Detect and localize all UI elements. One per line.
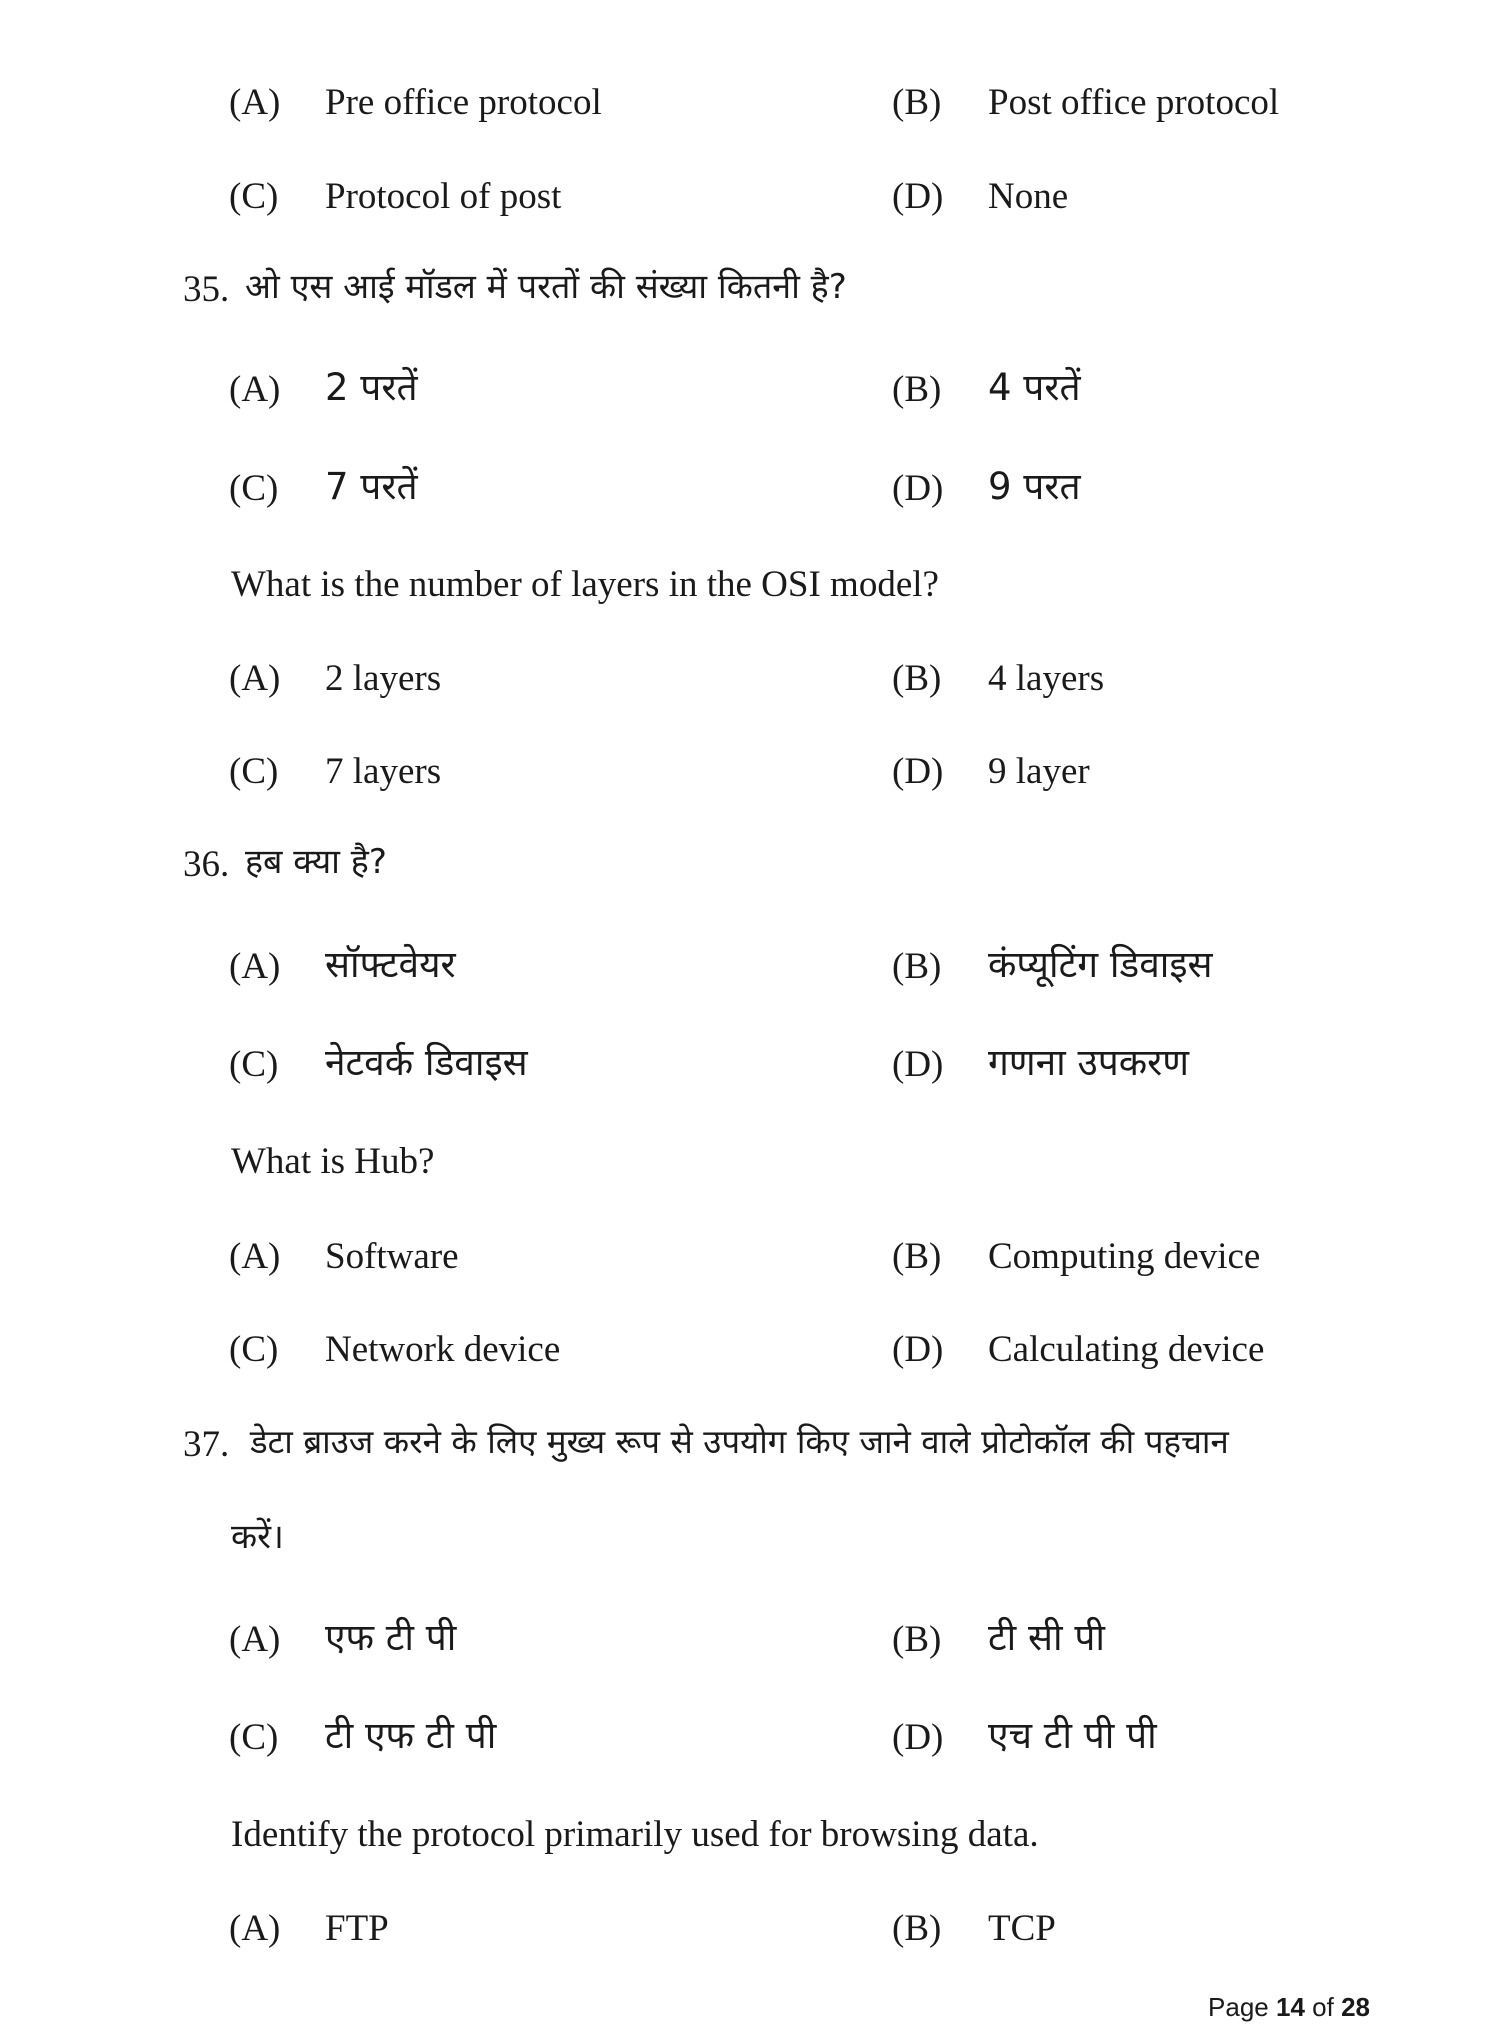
option-text: Pre office protocol	[325, 82, 602, 123]
option-text: Post office protocol	[988, 82, 1280, 123]
question-number: 36.	[183, 844, 230, 885]
option-text: सॉफ्टवेयर	[325, 943, 456, 986]
option-text: गणना उपकरण	[988, 1041, 1190, 1084]
option-text: 7 layers	[325, 751, 442, 792]
option-label: (A)	[229, 369, 281, 410]
question-number: 37.	[183, 1424, 230, 1465]
footer-page: 14	[1276, 1992, 1305, 2022]
option-label: (D)	[892, 468, 944, 509]
option-label: (C)	[229, 1329, 279, 1370]
question-text-hindi: डेटा ब्राउज करने के लिए मुख्य रूप से उपयोग किए जाने वाले प्रोटोकॉल की पहचान	[250, 1422, 1229, 1461]
option-label: (D)	[892, 1329, 944, 1370]
option-text: 2 layers	[325, 658, 442, 699]
option-label: (B)	[892, 658, 942, 699]
option-text: नेटवर्क डिवाइस	[325, 1041, 528, 1084]
option-label: (D)	[892, 1717, 944, 1758]
option-text: Software	[325, 1236, 459, 1277]
option-text: Calculating device	[988, 1329, 1265, 1370]
page-number-footer	[1208, 1992, 1370, 2023]
option-label: (A)	[229, 82, 281, 123]
option-text: FTP	[325, 1908, 389, 1949]
option-label: (B)	[892, 1619, 942, 1660]
option-text: एच टी पी पी	[988, 1714, 1157, 1757]
option-text: कंप्यूटिंग डिवाइस	[988, 943, 1213, 986]
option-label: (C)	[229, 751, 279, 792]
option-label: (D)	[892, 176, 944, 217]
option-label: (B)	[892, 1236, 942, 1277]
option-label: (C)	[229, 1044, 279, 1085]
option-text: एफ टी पी	[325, 1616, 457, 1659]
question-text-english: What is the number of layers in the OSI model?	[231, 564, 939, 605]
option-label: (B)	[892, 1908, 942, 1949]
option-text: टी एफ टी पी	[325, 1714, 497, 1757]
option-text: टी सी पी	[988, 1616, 1105, 1659]
footer-of: of	[1312, 1992, 1334, 2022]
option-label: (B)	[892, 369, 942, 410]
option-text: 9 परत	[988, 465, 1081, 508]
question-text-hindi: हब क्या है?	[245, 842, 387, 882]
option-label: (C)	[229, 176, 279, 217]
question-text-english: Identify the protocol primarily used for browsing data.	[231, 1814, 1039, 1855]
option-label: (A)	[229, 658, 281, 699]
option-label: (C)	[229, 1717, 279, 1758]
option-label: (B)	[892, 82, 942, 123]
option-text: 4 layers	[988, 658, 1105, 699]
option-text: Protocol of post	[325, 176, 562, 217]
question-number: 35.	[183, 269, 230, 310]
option-label: (D)	[892, 1044, 944, 1085]
option-text: None	[988, 176, 1069, 217]
option-label: (C)	[229, 468, 279, 509]
option-text: 9 layer	[988, 751, 1090, 792]
footer-total: 28	[1341, 1992, 1370, 2022]
option-label: (A)	[229, 1619, 281, 1660]
question-text-hindi: ओ एस आई मॉडल में परतों की संख्या कितनी है?	[245, 267, 847, 307]
option-label: (D)	[892, 751, 944, 792]
question-text-hindi-continued: करें।	[231, 1517, 284, 1557]
option-text: TCP	[988, 1908, 1056, 1949]
option-text: Network device	[325, 1329, 561, 1370]
option-text: Computing device	[988, 1236, 1261, 1277]
option-label: (A)	[229, 1908, 281, 1949]
option-text: 2 परतें	[325, 366, 418, 409]
option-text: 7 परतें	[325, 465, 418, 508]
option-label: (A)	[229, 1236, 281, 1277]
option-label: (A)	[229, 946, 281, 987]
option-text: 4 परतें	[988, 366, 1081, 409]
question-text-english: What is Hub?	[231, 1141, 435, 1182]
option-label: (B)	[892, 946, 942, 987]
footer-prefix: Page	[1208, 1992, 1269, 2022]
